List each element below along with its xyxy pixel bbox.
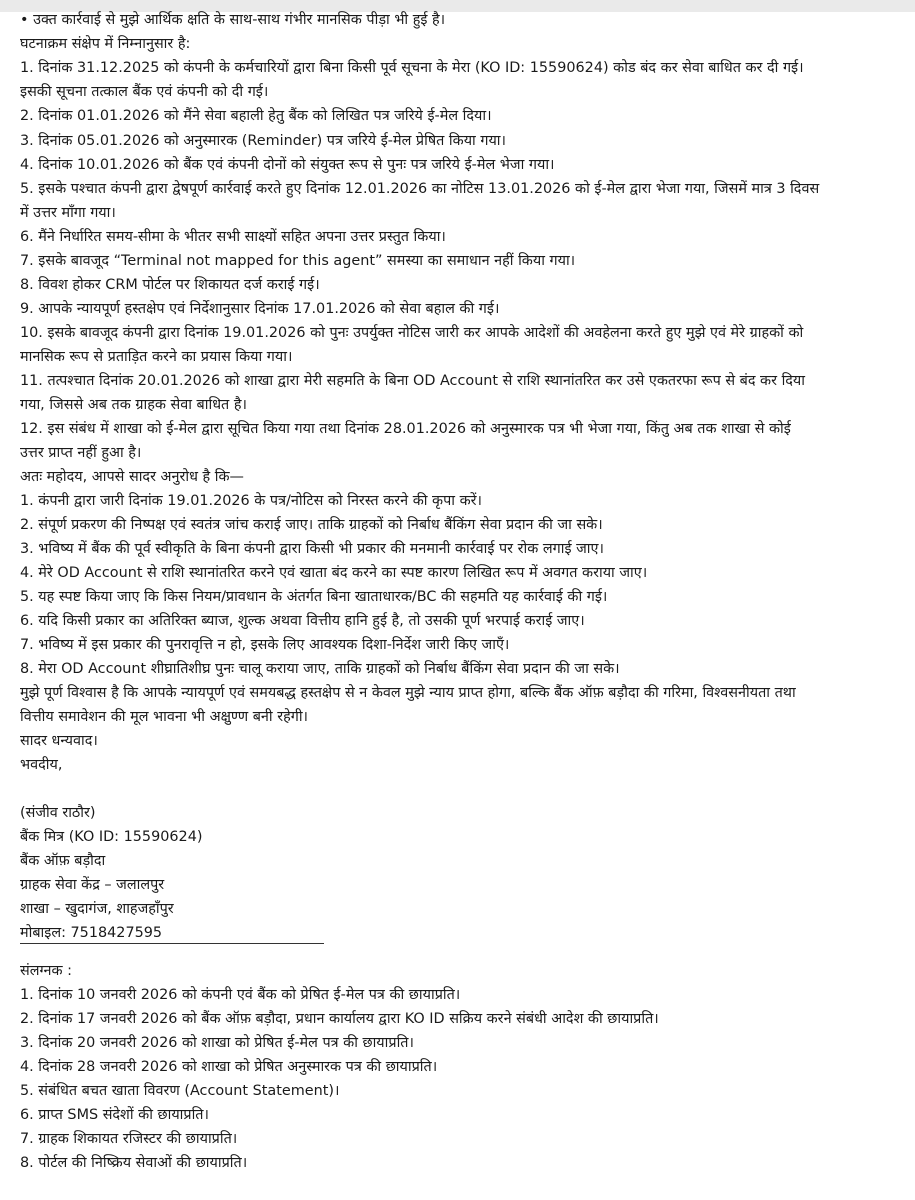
attachment-line: 3. दिनांक 20 जनवरी 2026 को शाखा को प्रेषित ई-मेल पत्र की छायाप्रति। <box>20 1035 414 1051</box>
request-line: 2. संपूर्ण प्रकरण की निष्पक्ष एवं स्वतंत्र जांच कराई जाए। ताकि ग्राहकों को निर्बाध बैंकिंग सेवा प्रदान की जा सके। <box>20 517 603 533</box>
attachment-line: 7. ग्राहक शिकायत रजिस्टर की छायाप्रति। <box>20 1131 238 1147</box>
closing-paragraph-line: मुझे पूर्ण विश्वास है कि आपके न्यायपूर्ण एवं समयबद्ध हस्तक्षेप से न केवल मुझे न्याय प्राप्त होगा, बल्कि बैंक ऑफ़ बड़ौदा की गरिमा, विश्वसनीयता तथा <box>20 685 796 701</box>
signatory-line: बैंक ऑफ़ बड़ौदा <box>20 853 106 869</box>
request-line: 3. भविष्य में बैंक की पूर्व स्वीकृति के बिना कंपनी द्वारा किसी भी प्रकार की मनमानी कार्रवाई पर रोक लगाई जाए। <box>20 541 604 557</box>
closing-paragraph-line: वित्तीय समावेशन की मूल भावना भी अक्षुण्ण बनी रहेगी। <box>20 709 309 725</box>
thanks-line: सादर धन्यवाद। <box>20 733 98 749</box>
signatory-line: शाखा – खुदागंज, शाहजहाँपुर <box>20 901 174 917</box>
event-line: 1. दिनांक 31.12.2025 को कंपनी के कर्मचारियों द्वारा बिना किसी पूर्व सूचना के मेरा (KO ID: 15590624) कोड बंद कर सेवा बाधित कर दी गई। <box>20 60 804 76</box>
request-line: 8. मेरा OD Account शीघ्रातिशीघ्र पुनः चालू कराया जाए, ताकि ग्राहकों को निर्बाध बैंकिंग सेवा प्रदान की जा सके। <box>20 661 620 677</box>
attachment-line: 2. दिनांक 17 जनवरी 2026 को बैंक ऑफ़ बड़ौदा, प्रधान कार्यालय द्वारा KO ID सक्रिय करने संबंधी आदेश की छायाप्रति। <box>20 1011 659 1027</box>
request-line: 1. कंपनी द्वारा जारी दिनांक 19.01.2026 के पत्र/नोटिस को निरस्त करने की कृपा करें। <box>20 493 482 509</box>
signatory-line: बैंक मित्र (KO ID: 15590624) <box>20 829 203 845</box>
event-line: 3. दिनांक 05.01.2026 को अनुस्मारक (Reminder) पत्र जरिये ई-मेल प्रेषित किया गया। <box>20 133 506 149</box>
request-line: 4. मेरे OD Account से राशि स्थानांतरित करने एवं खाता बंद करने का स्पष्ट कारण लिखित रूप में अवगत कराया जाए। <box>20 565 648 581</box>
event-line: 4. दिनांक 10.01.2026 को बैंक एवं कंपनी दोनों को संयुक्त रूप से पुनः पत्र जरिये ई-मेल भेजा गया। <box>20 157 555 173</box>
event-line: 6. मैंने निर्धारित समय-सीमा के भीतर सभी साक्ष्यों सहित अपना उत्तर प्रस्तुत किया। <box>20 229 446 245</box>
event-line: 5. इसके पश्चात कंपनी द्वारा द्वेषपूर्ण कार्रवाई करते हुए दिनांक 12.01.2026 का नोटिस 13.01.2026 को ई-मेल द्वारा भेजा गया, जिसमें मात्र 3 दिवस <box>20 181 820 197</box>
request-heading: अतः महोदय, आपसे सादर अनुरोध है कि— <box>20 469 244 485</box>
signatory-mobile: मोबाइल: 7518427595 <box>20 925 163 941</box>
event-line: 12. इस संबंध में शाखा को ई-मेल द्वारा सूचित किया गया तथा दिनांक 28.01.2026 को अनुस्मारक पत्र भी भेजा गया, किंतु अब तक शाखा से कोई <box>20 421 791 437</box>
attachment-line: 6. प्राप्त SMS संदेशों की छायाप्रति। <box>20 1107 209 1123</box>
signatory-name: (संजीव राठौर) <box>20 805 96 821</box>
attachment-line: 5. संबंधित बचत खाता विवरण (Account Statement)। <box>20 1083 340 1099</box>
event-line: 8. विवश होकर CRM पोर्टल पर शिकायत दर्ज कराई गई। <box>20 277 320 293</box>
attachment-line: 8. पोर्टल की निष्क्रिय सेवाओं की छायाप्रति। <box>20 1155 248 1171</box>
event-line: 7. इसके बावजूद “Terminal not mapped for this agent” समस्या का समाधान नहीं किया गया। <box>20 253 576 269</box>
attachments-heading: संलग्नक : <box>20 963 72 979</box>
attachment-line: 4. दिनांक 28 जनवरी 2026 को शाखा को प्रेषित अनुस्मारक पत्र की छायाप्रति। <box>20 1059 438 1075</box>
request-line: 7. भविष्य में इस प्रकार की पुनरावृत्ति न हो, इसके लिए आवश्यक दिशा-निर्देश जारी किए जाएँ। <box>20 637 510 653</box>
request-line: 5. यह स्पष्ट किया जाए कि किस नियम/प्रावधान के अंतर्गत बिना खाताधारक/BC की सहमति यह कार्रवाई की गई। <box>20 589 608 605</box>
event-line: मानसिक रूप से प्रताड़ित करने का प्रयास किया गया। <box>20 349 293 365</box>
event-line: गया, जिससे अब तक ग्राहक सेवा बाधित है। <box>20 397 247 413</box>
event-line: 11. तत्पश्चात दिनांक 20.01.2026 को शाखा द्वारा मेरी सहमति के बिना OD Account से राशि स्थानांतरित कर उसे एकतरफा रूप से बंद कर दिया <box>20 373 806 389</box>
event-line: 2. दिनांक 01.01.2026 को मैंने सेवा बहाली हेतु बैंक को लिखित पत्र जरिये ई-मेल दिया। <box>20 108 492 124</box>
request-line: 6. यदि किसी प्रकार का अतिरिक्त ब्याज, शुल्क अथवा वित्तीय हानि हुई है, तो उसकी पूर्ण भरपाई कराई जाए। <box>20 613 585 629</box>
attachment-line: 1. दिनांक 10 जनवरी 2026 को कंपनी एवं बैंक को प्रेषित ई-मेल पत्र की छायाप्रति। <box>20 987 461 1003</box>
separator-line <box>20 943 324 944</box>
event-line: 9. आपके न्यायपूर्ण हस्तक्षेप एवं निर्देशानुसार दिनांक 17.01.2026 को सेवा बहाल की गई। <box>20 301 500 317</box>
intro-line: • उक्त कार्रवाई से मुझे आर्थिक क्षति के साथ-साथ गंभीर मानसिक पीड़ा भी हुई है। <box>20 12 446 28</box>
event-line: में उत्तर माँगा गया। <box>20 205 116 221</box>
event-line: इसकी सूचना तत्काल बैंक एवं कंपनी को दी गई। <box>20 84 269 100</box>
events-heading: घटनाक्रम संक्षेप में निम्नानुसार है: <box>20 36 191 52</box>
event-line: उत्तर प्राप्त नहीं हुआ है। <box>20 445 142 461</box>
salutation-line: भवदीय, <box>20 757 63 773</box>
signatory-line: ग्राहक सेवा केंद्र – जलालपुर <box>20 877 165 893</box>
event-line: 10. इसके बावजूद कंपनी द्वारा दिनांक 19.01.2026 को पुनः उपर्युक्त नोटिस जारी कर आपके आदेशों की अवहेलना करते हुए मुझे एवं मेरे ग्राहकों को <box>20 325 804 341</box>
